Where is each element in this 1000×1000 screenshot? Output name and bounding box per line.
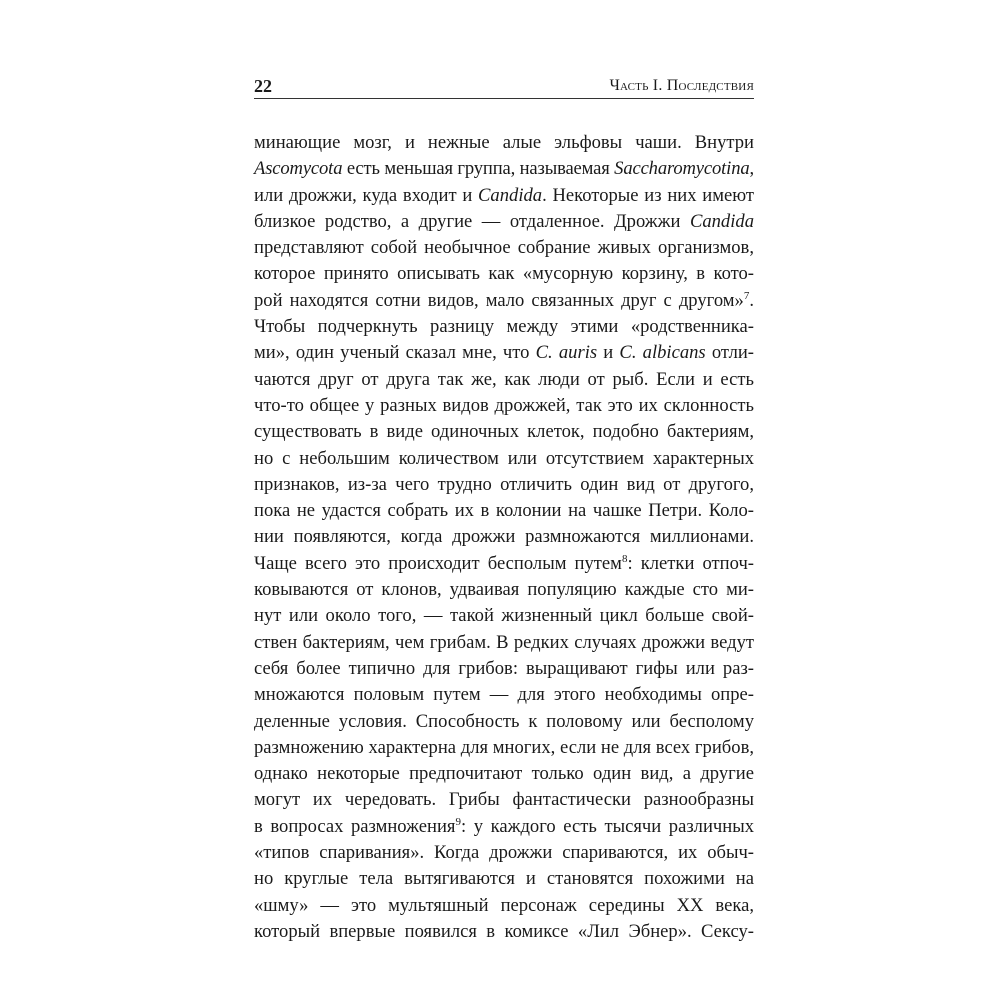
text-line — [254, 866, 754, 892]
text-line — [254, 551, 754, 577]
body-paragraph — [254, 130, 754, 945]
text-line — [254, 288, 754, 314]
text-line — [254, 340, 754, 366]
text-run: есть меньшая группа, называемая — [342, 158, 615, 180]
text-run: : у каждого есть тысячи различных — [460, 815, 754, 837]
text-run: который впервые появился в комиксе «Лил Эбнер». Сексу- — [254, 920, 754, 942]
text-line — [254, 156, 754, 182]
text-run: «шму» — это мультяшный персонаж середины XX века, — [254, 894, 754, 916]
footnote-ref: 8 — [621, 552, 628, 565]
text-run: и — [597, 342, 620, 364]
text-run: «типов спаривания». Когда дрожжи спариваются, их обыч- — [254, 842, 754, 864]
text-line — [254, 524, 754, 550]
text-line — [254, 603, 754, 629]
text-run: рой находятся сотни видов, мало связанных друг с другом» — [254, 289, 744, 311]
italic-term: Candida — [689, 210, 754, 232]
text-run: себя более типично для грибов: выращивают гифы или раз- — [254, 657, 754, 679]
text-run: деленные условия. Способность к половому или бесполому — [254, 710, 754, 732]
text-run: которое принято описывать как «мусорную корзину, в кото- — [254, 263, 754, 285]
text-run: что-то общее у разных видов дрожжей, так это их склонность — [254, 394, 754, 416]
text-line — [254, 314, 754, 340]
text-run: ковываются от клонов, удваивая популяцию каждые сто ми- — [254, 579, 754, 601]
text-run: размножению характерна для многих, если не для всех грибов, — [254, 736, 754, 758]
text-run: близкое родство, а другие — отдаленное. Дрожжи — [254, 210, 690, 232]
text-run: нут или около того, — такой жизненный цикл больше свой- — [254, 605, 754, 627]
text-run: ми», один ученый сказал мне, что — [254, 342, 536, 364]
text-run: однако некоторые предпочитают только один вид, а другие — [254, 763, 754, 785]
text-run: , — [749, 158, 754, 180]
text-line — [254, 419, 754, 445]
text-line — [254, 761, 754, 787]
text-run: Чтобы подчеркнуть разницу между этими «родственника- — [254, 316, 754, 338]
italic-term: Candida — [478, 184, 543, 206]
text-run: признаков, из-за чего трудно отличить один вид от другого, — [254, 473, 754, 495]
text-line — [254, 682, 754, 708]
text-run: чаются друг от друга так же, как люди от рыб. Если и есть — [254, 368, 754, 390]
text-run: минающие мозг, и нежные алые эльфовы чаши. Внутри — [254, 132, 754, 153]
text-line — [254, 261, 754, 287]
italic-term: C. auris — [535, 342, 598, 364]
footnote-ref: 9 — [455, 815, 461, 828]
text-line — [254, 787, 754, 813]
text-run: существовать в виде одиночных клеток, подобно бактериям, — [254, 421, 754, 443]
text-run: но круглые тела вытягиваются и становятся похожими на — [254, 868, 754, 890]
italic-term: C. albicans — [619, 342, 706, 364]
header-divider — [254, 98, 754, 99]
text-line — [254, 130, 754, 156]
section-title: Часть I. Последствия — [609, 77, 754, 94]
italic-term: Ascomycota — [254, 158, 343, 180]
text-run: в вопросах размножения — [254, 815, 456, 837]
italic-term: Saccharomycotina — [614, 158, 750, 180]
text-line — [254, 183, 754, 209]
text-run: . — [749, 289, 754, 311]
text-run: : клетки отпоч- — [627, 552, 754, 574]
text-line — [254, 814, 754, 840]
footnote-ref: 7 — [743, 289, 750, 302]
text-run: но с небольшим количеством или отсутствием характерных — [254, 447, 754, 469]
text-run: множаются половым путем — для этого необходимы опре- — [254, 684, 754, 706]
text-line — [254, 209, 754, 235]
text-run: или дрожжи, куда входит и — [254, 184, 479, 206]
text-line — [254, 840, 754, 866]
text-line — [254, 735, 754, 761]
text-run: отли- — [705, 342, 754, 364]
text-line — [254, 367, 754, 393]
text-run: Чаще всего это происходит бесполым путем — [254, 552, 622, 574]
text-line — [254, 709, 754, 735]
text-run: пока не удастся собрать их в колонии на чашке Петри. Коло- — [254, 500, 754, 522]
text-line — [254, 498, 754, 524]
text-line — [254, 630, 754, 656]
text-run: представляют собой необычное собрание живых организмов, — [254, 237, 754, 259]
text-line — [254, 577, 754, 603]
text-line — [254, 393, 754, 419]
text-line — [254, 893, 754, 919]
text-line — [254, 919, 754, 945]
text-line — [254, 446, 754, 472]
text-line — [254, 235, 754, 261]
text-run: нии появляются, когда дрожжи размножаются миллионами. — [254, 526, 754, 548]
text-run: могут их чередовать. Грибы фантастически разнообразны — [254, 789, 754, 811]
text-line — [254, 656, 754, 682]
running-head — [254, 74, 754, 98]
text-run: . Некоторые из них имеют — [542, 184, 755, 206]
page-number: 22 — [254, 76, 272, 96]
text-line — [254, 472, 754, 498]
text-run: ствен бактериям, чем грибам. В редких случаях дрожжи ведут — [254, 631, 754, 653]
